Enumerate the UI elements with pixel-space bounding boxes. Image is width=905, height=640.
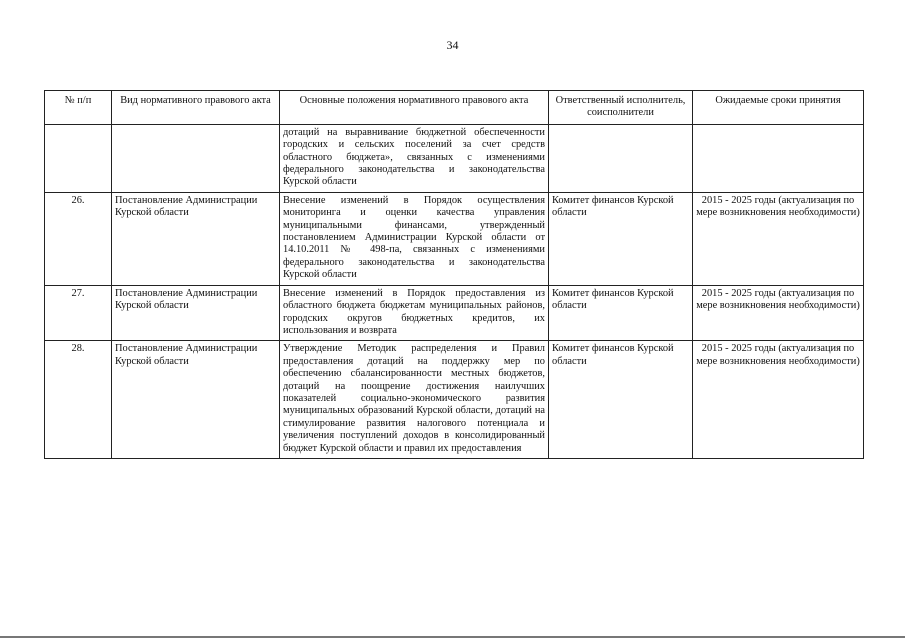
table-header-row xyxy=(45,91,864,125)
row-executor: Комитет финансов Курской области xyxy=(549,192,693,285)
table-row xyxy=(45,124,864,192)
row-num xyxy=(45,124,112,192)
header-content: Основные положения нормативного правового акта xyxy=(280,91,549,125)
header-executor: Ответственный исполнитель, соисполнители xyxy=(549,91,693,125)
row-executor: Комитет финансов Курской области xyxy=(549,341,693,459)
row-num: 26. xyxy=(45,192,112,285)
header-terms: Ожидаемые сроки принятия xyxy=(693,91,864,125)
row-terms: 2015 - 2025 годы (актуализация по мере возникновения необходимости) xyxy=(693,192,864,285)
row-content: Внесение изменений в Порядок осуществления мониторинга и оценки качества управления муниципальными финансами, утвержденный постановлением Администрации Курской области от 14.10.2011 № 498-па, связанных с изменениями федерального законодательства и законодательства Курской области xyxy=(280,192,549,285)
row-num: 27. xyxy=(45,285,112,341)
header-num: № п/п xyxy=(45,91,112,125)
row-content: дотаций на выравнивание бюджетной обеспеченности городских и сельских поселений за счет средств областного бюджета», связанных с изменениями федерального законодательства и законодательства Курской области xyxy=(280,124,549,192)
table-row xyxy=(45,285,864,341)
normative-acts-table xyxy=(44,90,864,459)
table-row xyxy=(45,341,864,459)
scan-edge-divider xyxy=(0,636,905,638)
row-terms: 2015 - 2025 годы (актуализация по мере возникновения необходимости) xyxy=(693,285,864,341)
row-act-type: Постановление Администрации Курской области xyxy=(112,341,280,459)
row-num: 28. xyxy=(45,341,112,459)
row-executor: Комитет финансов Курской области xyxy=(549,285,693,341)
page-number: 34 xyxy=(446,38,459,52)
row-terms xyxy=(693,124,864,192)
row-act-type xyxy=(112,124,280,192)
table-row xyxy=(45,192,864,285)
row-act-type: Постановление Администрации Курской области xyxy=(112,285,280,341)
row-content: Утверждение Методик распределения и Правил предоставления дотаций на поддержку мер по обеспечению сбалансированности местных бюджетов, дотаций на поощрение достижения наилучших показателей социально-экономического развития муниципальных образований Курской области, дотаций на стимулирование развития налогового потенциала и увеличения поступлений доходов в консолидированный бюджет Курской области и правил их предоставления xyxy=(280,341,549,459)
row-content: Внесение изменений в Порядок предоставления из областного бюджета бюджетам муниципальных районов, городских округов бюджетных кредитов, их использования и возврата xyxy=(280,285,549,341)
row-act-type: Постановление Администрации Курской области xyxy=(112,192,280,285)
row-terms: 2015 - 2025 годы (актуализация по мере возникновения необходимости) xyxy=(693,341,864,459)
header-act-type: Вид нормативного правового акта xyxy=(112,91,280,125)
row-executor xyxy=(549,124,693,192)
